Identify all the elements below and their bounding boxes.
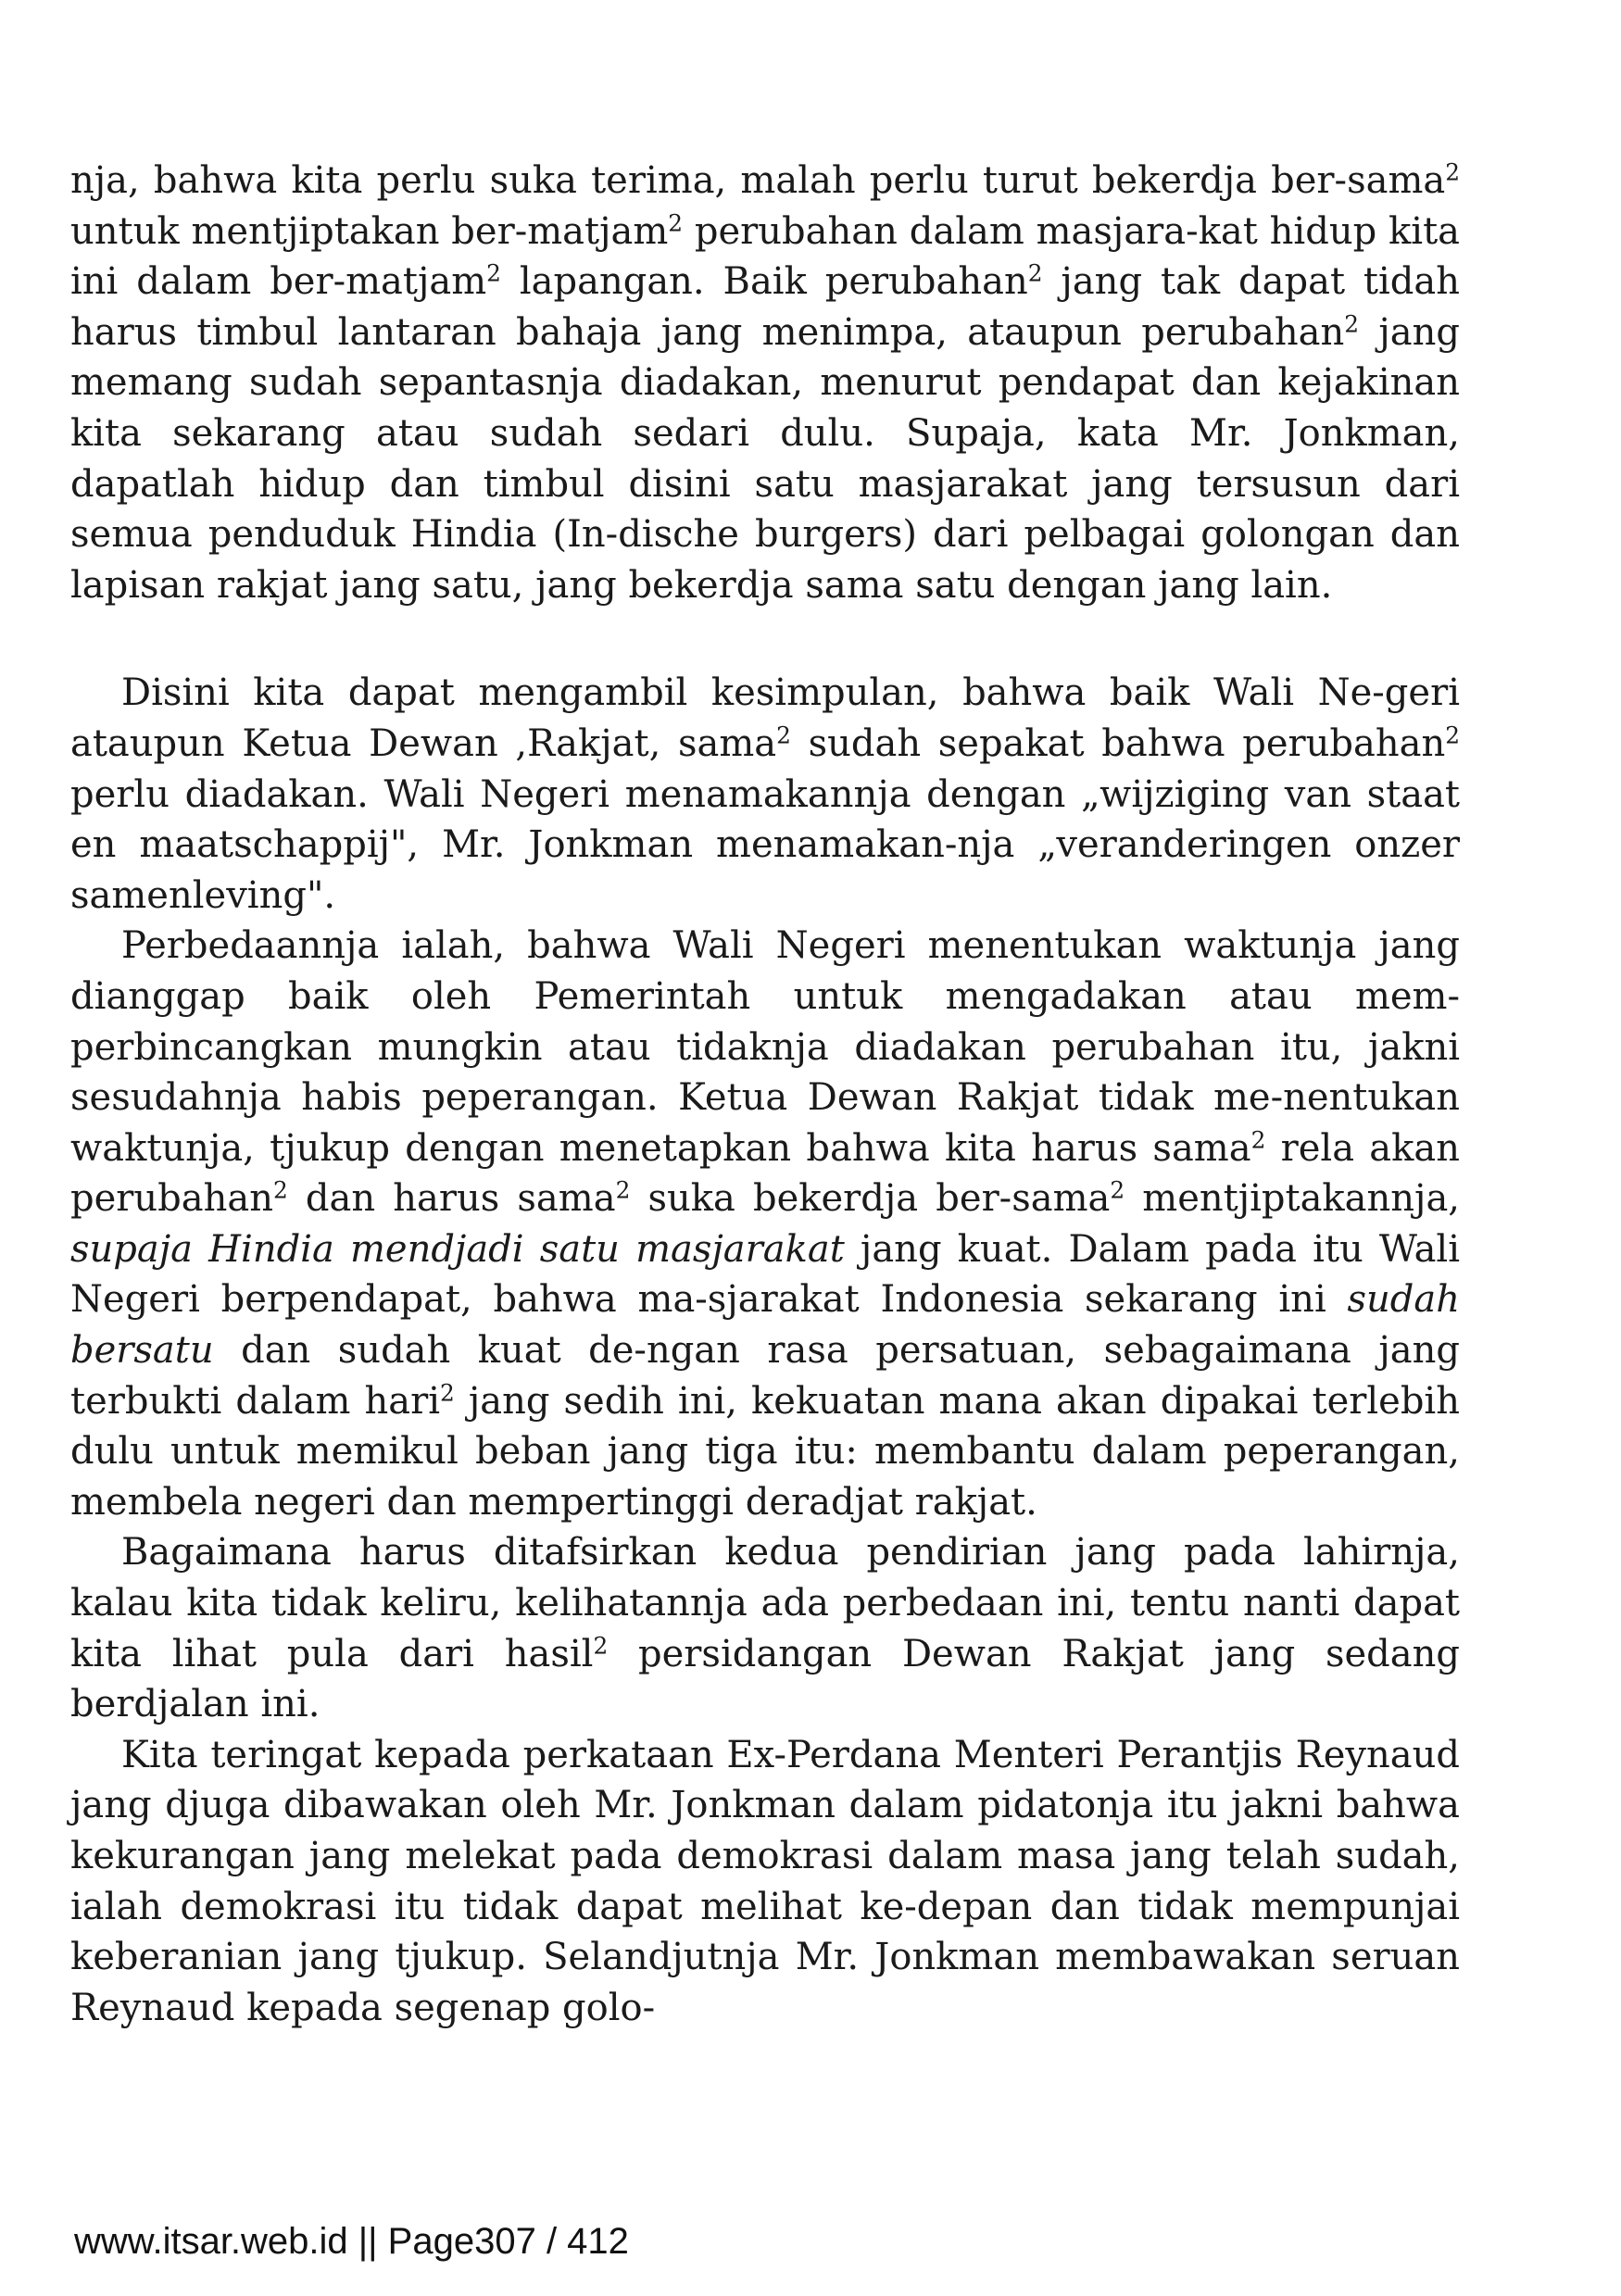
text-run: Bagaimana harus ditafsirkan kedua pendirian jang pada lahirnja, kalau kita tidak keliru, kelihatannja ada perbedaan ini, tentu nanti dapat kita lihat pula dari hasil xyxy=(70,1531,1460,1675)
paragraph-1 xyxy=(70,156,1460,610)
superscript: 2 xyxy=(486,259,501,287)
italic-text: supaja Hindia mendjadi satu masjarakat xyxy=(70,1227,845,1271)
text-run: Perbedaannja ialah, bahwa Wali Negeri menentukan waktunja jang dianggap baik oleh Pemerintah untuk mengadakan atau mem-perbincangkan mungkin atau tidaknja diadakan perubahan itu, jakni sesudahnja habis peperangan. Ketua Dewan Rakjat tidak me-nentukan waktunja, tjukup dengan menetapkan bahwa kita harus sama xyxy=(70,924,1460,1170)
superscript: 2 xyxy=(1110,1176,1125,1204)
superscript: 2 xyxy=(615,1176,631,1204)
superscript: 2 xyxy=(776,721,791,749)
superscript: 2 xyxy=(1445,721,1460,749)
superscript: 2 xyxy=(1027,259,1043,287)
text-run: nja, bahwa kita perlu suka terima, malah perlu turut bekerdja ber-sama xyxy=(70,159,1446,202)
text-run: dan harus sama xyxy=(287,1177,616,1221)
text-run: untuk mentjiptakan ber-matjam xyxy=(70,209,669,253)
italic-text: sudah bersatu xyxy=(70,1278,1460,1373)
superscript: 2 xyxy=(440,1379,455,1407)
superscript: 2 xyxy=(1344,310,1360,338)
page-footer: www.itsar.web.id || Page307 / 412 xyxy=(74,2221,629,2262)
text-run: mentjiptakannja, xyxy=(1125,1177,1461,1221)
text-run: sudah sepakat bahwa perubahan xyxy=(790,721,1446,765)
text-run: perubahan dalam masjara-kat hidup kita ini dalam ber-matjam xyxy=(70,209,1461,304)
text-run: Kita teringat kepada perkataan Ex-Perdana Menteri Perantjis Reynaud jang djuga dibawakan oleh Mr. Jonkman dalam pidatonja itu jakni bahwa kekurangan jang melekat pada demokrasi dalam masa jang telah sudah, ialah demokrasi itu tidak dapat melihat ke-depan dan tidak mempunjai keberanian jang tjukup. Selandjutnja Mr. Jonkman membawakan seruan Reynaud kepada segenap golo- xyxy=(70,1733,1460,2029)
paragraph-4 xyxy=(70,1527,1460,1729)
text-run: persidangan Dewan Rakjat jang sedang berdjalan ini. xyxy=(70,1632,1460,1726)
text-run: Disini kita dapat mengambil kesimpulan, bahwa baik Wali Ne-geri ataupun Ketua Dewan ,Rakjat, sama xyxy=(70,671,1460,765)
text-run: rela akan perubahan xyxy=(70,1126,1461,1221)
paragraph-3 xyxy=(70,921,1460,1527)
paragraph-gap xyxy=(70,610,1460,668)
superscript: 2 xyxy=(668,208,684,236)
text-run: perlu diadakan. Wali Negeri menamakannja dengan „wijziging van staat en maatschappij", Mr. Jonkman menamakan-nja „veranderingen onzer samenleving". xyxy=(70,772,1460,917)
text-run: dan sudah kuat de-ngan rasa persatuan, sebagaimana jang terbukti dalam hari xyxy=(70,1329,1460,1423)
paragraph-2 xyxy=(70,668,1460,921)
superscript: 2 xyxy=(1250,1126,1266,1154)
page-body xyxy=(70,156,1460,2033)
text-run: jang sedih ini, kekuatan mana akan dipakai terlebih dulu untuk memikul beban jang tiga itu: membantu dalam peperangan, membela negeri dan mempertinggi deradjat rakjat. xyxy=(70,1379,1460,1524)
superscript: 2 xyxy=(593,1632,609,1659)
paragraph-5 xyxy=(70,1730,1460,2034)
superscript: 2 xyxy=(1445,158,1460,186)
superscript: 2 xyxy=(272,1176,288,1204)
text-run: lapangan. Baik perubahan xyxy=(500,260,1028,304)
text-run: jang kuat. Dalam pada itu Wali Negeri berpendapat, bahwa ma-sjarakat Indonesia sekarang ini xyxy=(70,1227,1461,1322)
text-run: suka bekerdja ber-sama xyxy=(630,1177,1111,1221)
text-run: jang memang sudah sepantasnja diadakan, menurut pendapat dan kejakinan kita sekarang atau sudah sedari dulu. Supaja, kata Mr. Jonkman, dapatlah hidup dan timbul disini satu masjarakat jang tersusun dari semua penduduk Hindia (In-dische burgers) dari pelbagai golongan dan lapisan rakjat jang satu, jang bekerdja sama satu dengan jang lain. xyxy=(70,310,1460,607)
text-run: jang tak dapat tidah harus timbul lantaran bahaja jang menimpa, ataupun perubahan xyxy=(70,260,1461,354)
